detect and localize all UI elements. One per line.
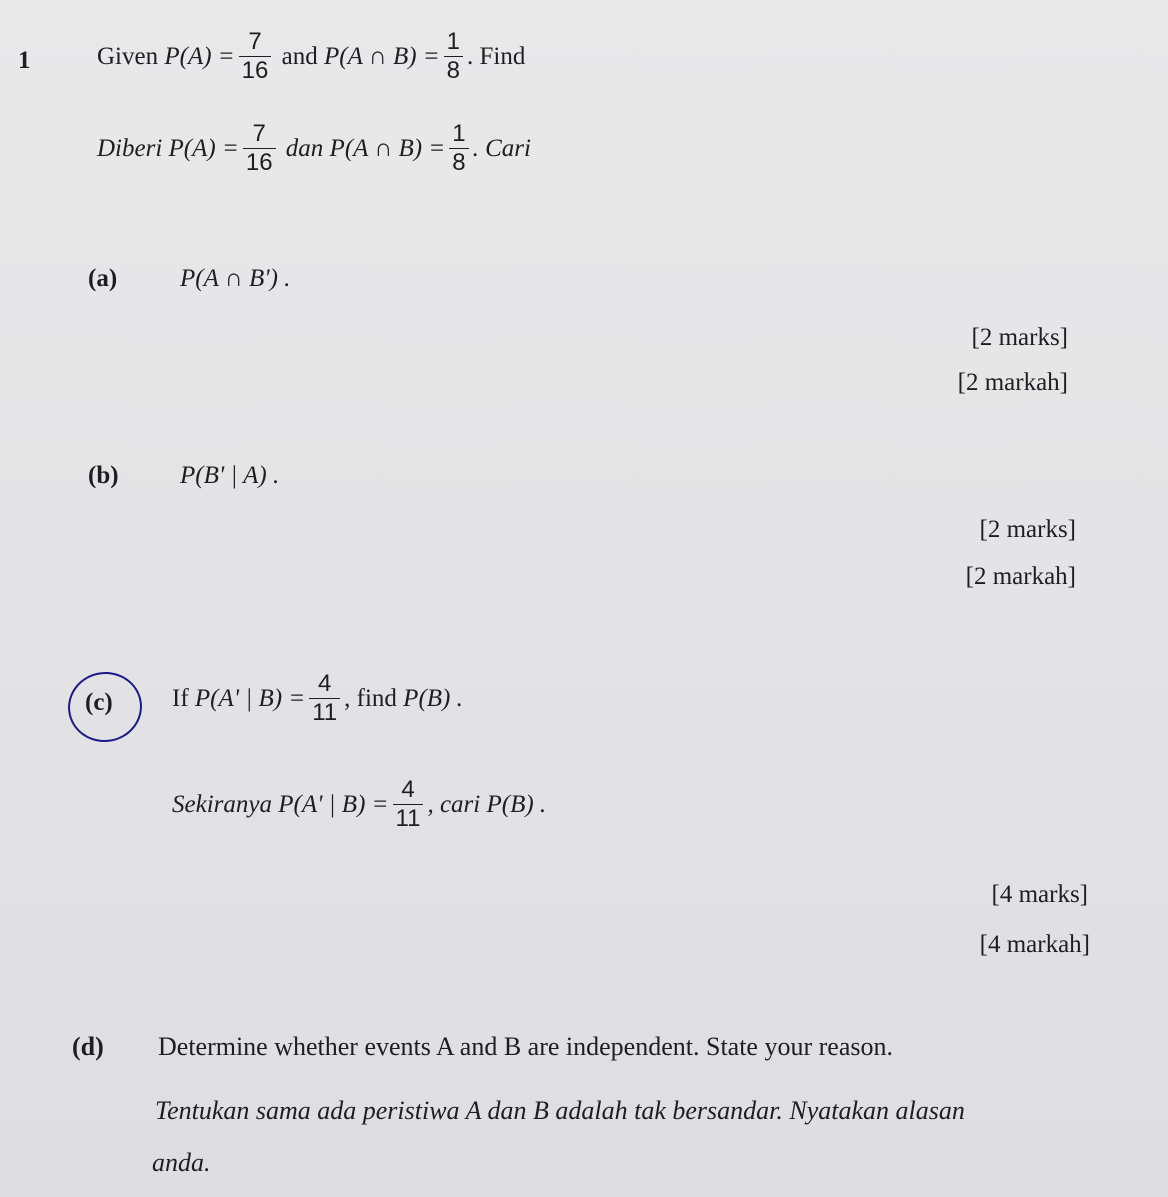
given-line-ms bbox=[97, 122, 531, 178]
part-a-marks-ms: [2 markah] bbox=[957, 369, 1068, 396]
part-c-denominator-ms: 11 bbox=[393, 804, 424, 833]
pa-fraction bbox=[239, 28, 272, 84]
part-b-marks-ms: [2 markah] bbox=[965, 563, 1076, 590]
pa-fraction-ms bbox=[243, 120, 276, 176]
part-c-label: (c) bbox=[85, 689, 113, 716]
part-c-numerator-ms: 4 bbox=[401, 776, 415, 803]
part-c-numerator-en: 4 bbox=[318, 670, 332, 697]
part-c-line-en bbox=[172, 672, 463, 728]
part-c-target-ms: P(B) . bbox=[486, 790, 547, 818]
part-d-text-en: Determine whether events A and B are independent. State your reason. bbox=[158, 1032, 893, 1061]
pab-fraction bbox=[444, 28, 463, 84]
pa-lhs: P(A) = bbox=[164, 42, 235, 70]
part-b-expression: P(B' | A) . bbox=[180, 462, 280, 489]
pa-numerator: 7 bbox=[248, 28, 262, 55]
find-word-ms: . Cari bbox=[472, 134, 531, 162]
part-c-line-ms bbox=[172, 778, 546, 834]
part-b-label: (b) bbox=[88, 462, 119, 489]
given-line-en bbox=[97, 30, 525, 86]
pab-denominator: 8 bbox=[444, 56, 463, 85]
pab-numerator: 1 bbox=[446, 28, 461, 55]
pa-numerator-ms: 7 bbox=[252, 120, 266, 147]
part-d-text-ms-line1: Tentukan sama ada peristiwa A dan B adalah tak bersandar. Nyatakan alasan bbox=[155, 1096, 965, 1125]
part-c-find-ms: , cari bbox=[427, 790, 481, 818]
and-word-en: and bbox=[281, 42, 318, 70]
pab-denominator-ms: 8 bbox=[449, 148, 468, 177]
part-c-marks-en: [4 marks] bbox=[991, 881, 1088, 908]
given-word-ms: Diberi bbox=[97, 134, 163, 162]
part-c-marks-ms: [4 markah] bbox=[979, 931, 1090, 958]
part-c-fraction-en bbox=[309, 670, 340, 726]
part-c-denominator-en: 11 bbox=[309, 698, 340, 727]
question-number: 1 bbox=[18, 47, 31, 74]
part-a-expression: P(A ∩ B') . bbox=[180, 265, 291, 292]
part-b-marks-en: [2 marks] bbox=[979, 516, 1076, 543]
pa-lhs-ms: P(A) = bbox=[168, 134, 239, 162]
part-c-find-en: , find bbox=[344, 684, 397, 712]
pab-fraction-ms bbox=[449, 120, 468, 176]
pab-lhs: P(A ∩ B) = bbox=[323, 42, 440, 70]
part-c-lhs-ms: P(A' | B) = bbox=[278, 790, 389, 818]
part-d-label: (d) bbox=[72, 1032, 104, 1061]
part-d-text-ms-line2: anda. bbox=[152, 1148, 211, 1177]
part-c-if-ms: Sekiranya bbox=[172, 790, 272, 818]
pab-numerator-ms: 1 bbox=[452, 120, 466, 147]
given-word-en: Given bbox=[97, 42, 159, 70]
pab-lhs-ms: P(A ∩ B) = bbox=[329, 134, 446, 162]
pa-denominator-ms: 16 bbox=[243, 148, 276, 177]
and-word-ms: dan bbox=[285, 134, 324, 162]
part-c-lhs-en: P(A' | B) = bbox=[194, 684, 306, 712]
part-a-label: (a) bbox=[88, 265, 118, 292]
part-c-fraction-ms bbox=[393, 776, 424, 832]
part-c-target-en: P(B) . bbox=[403, 684, 463, 712]
part-c-if-en: If bbox=[172, 684, 189, 712]
find-word-en: . Find bbox=[467, 42, 526, 70]
part-a-marks-en: [2 marks] bbox=[971, 324, 1068, 351]
pa-denominator: 16 bbox=[239, 56, 272, 85]
